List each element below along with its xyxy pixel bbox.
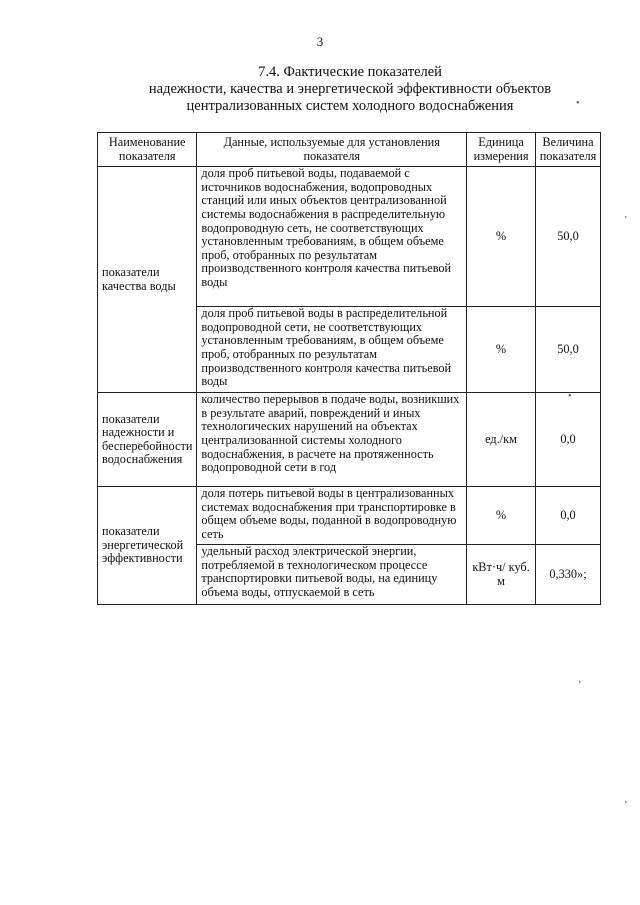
page-number: 3 — [316, 34, 324, 49]
scan-speck: • — [568, 391, 572, 402]
row-description: доля проб питьевой воды, подаваемой с источников водоснабжения, водопроводных станций или иных объектов централизованной системы водоснабжения в распределительную водопроводную сеть, не соответствующих установленным требованиям, в общем объеме проб, отобранных по результатам производственного контроля качества питьевой воды — [197, 167, 467, 307]
header-unit: Единица измерения — [467, 133, 536, 167]
group-name: показатели энергетической эффективности — [98, 487, 197, 605]
row-description: удельный расход электрической энергии, потребляемой в технологическом процессе транспортировки питьевой воды, на единицу объема воды, отпускаемой в сеть — [197, 545, 467, 605]
title-line: централизованных систем холодного водоснабжения — [186, 98, 514, 114]
row-description: доля проб питьевой воды в распределительной водопроводной сети, не соответствующих установленным требованиям, в общем объеме проб, отобранных по результатам производственного контроля качества питьевой воды — [197, 307, 467, 393]
row-description: количество перерывов в подаче воды, возникших в результате аварий, повреждений и иных технологических нарушений на объектах централизованной системы холодного водоснабжения, в расчете на протяженность водопроводной сети в год — [197, 393, 467, 487]
row-description: доля потерь питьевой воды в централизованных системах водоснабжения при транспортировке в общем объеме воды, поданной в водопроводную сеть — [197, 487, 467, 545]
group-name: показатели надежности и бесперебойности водоснабжения — [98, 393, 197, 487]
group-name: показатели качества воды — [98, 167, 197, 393]
scan-speck: ʼ — [578, 680, 582, 691]
row-value: 0,0 — [536, 487, 601, 545]
table-row — [98, 393, 601, 487]
header-data: Данные, используемые для установления показателя — [197, 133, 467, 167]
row-unit: % — [467, 307, 536, 393]
row-value: 50,0 — [536, 167, 601, 307]
title-line: 7.4. Фактические показателей — [258, 64, 442, 80]
table-row — [98, 167, 601, 307]
table-header-row — [98, 133, 601, 167]
row-value: 50,0 — [536, 307, 601, 393]
table-row — [98, 487, 601, 545]
indicators-table — [97, 132, 601, 605]
header-value: Величина показателя — [536, 133, 601, 167]
scan-speck: ʼ — [624, 800, 628, 811]
row-value: 0,330»; — [536, 545, 601, 605]
scan-speck: ʼ — [624, 215, 628, 226]
title-line: надежности, качества и энергетической эффективности объектов — [148, 81, 552, 97]
row-unit: % — [467, 487, 536, 545]
row-value: 0,0 — [536, 393, 601, 487]
row-unit: % — [467, 167, 536, 307]
row-unit: кВт·ч/ куб. м — [467, 545, 536, 605]
section-title — [100, 64, 600, 115]
row-unit: ед./км — [467, 393, 536, 487]
header-name: Наименование показателя — [98, 133, 197, 167]
scan-speck: • — [576, 98, 580, 109]
